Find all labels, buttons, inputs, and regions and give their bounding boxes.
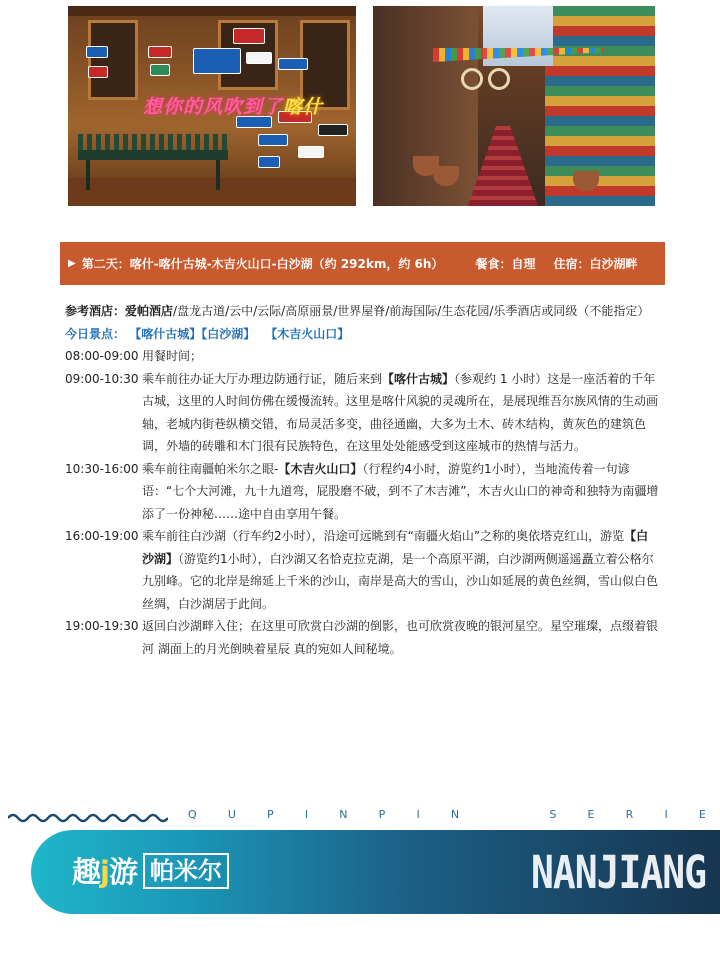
hotel-line bbox=[65, 300, 660, 323]
neon-slogan: 想你的风吹到了喀什 bbox=[143, 96, 324, 118]
green-bench bbox=[78, 134, 228, 194]
sign-board bbox=[88, 66, 108, 78]
itinerary-content bbox=[65, 300, 660, 660]
bench-back bbox=[78, 134, 228, 150]
sign-board bbox=[318, 124, 348, 136]
alley-photo bbox=[373, 6, 655, 206]
schedule-desc: 返回白沙湖畔入住；在这里可欣赏白沙湖的倒影，也可欣赏夜晚的银河星空。星空璀璨，点缀着银河 湖面上的月光倒映着星辰 真的宛如人间秘境。 bbox=[142, 619, 659, 656]
sign-board bbox=[258, 134, 288, 146]
logo-qu: 趣j游 bbox=[72, 855, 137, 889]
sign-board bbox=[298, 146, 324, 158]
day-title: 第二天：喀什-喀什古城-木吉火山口-白沙湖（约 292km，约 6h） bbox=[81, 257, 444, 271]
stay-info: 住宿：白沙湖畔 bbox=[553, 257, 638, 271]
spots-line bbox=[65, 323, 660, 346]
sign-board bbox=[150, 64, 170, 76]
sign-board bbox=[233, 28, 265, 44]
alley-wall-right bbox=[545, 6, 655, 206]
sign-board bbox=[193, 48, 241, 74]
alley-wall-left bbox=[373, 6, 478, 206]
schedule-row bbox=[65, 525, 660, 615]
schedule-row bbox=[65, 368, 660, 458]
schedule-time: 10:30-16:00 bbox=[65, 461, 139, 476]
meal-info: 餐食：自理 bbox=[475, 257, 536, 271]
wood-beam bbox=[68, 6, 356, 16]
hotel-label: 参考酒店： bbox=[65, 304, 126, 318]
sign-board bbox=[258, 156, 280, 168]
schedule-time: 09:00-10:30 bbox=[65, 371, 139, 386]
schedule-desc: 用餐时间； bbox=[142, 349, 203, 363]
sign-board bbox=[246, 52, 272, 64]
spot-item: 【白沙湖】 bbox=[201, 326, 256, 341]
day-banner bbox=[60, 242, 665, 285]
red-carpet bbox=[468, 126, 538, 206]
sign-board bbox=[148, 46, 172, 58]
schedule-row bbox=[65, 615, 660, 660]
hotel-highlight: 爱帕酒店 bbox=[125, 304, 174, 318]
spot-item: 【木吉火山口】 bbox=[265, 326, 350, 341]
schedule-time: 16:00-19:00 bbox=[65, 529, 139, 543]
schedule-desc: 乘车前往办证大厅办理边防通行证，随后来到【喀什古城】（参观约 1 小时）这是一座活着的千年古城，这里的人时间仿佛在缓慢流转。这里是喀什风貌的灵魂所在，是展现维吾尔族风情的生动画轴，老城内街巷纵横交错，布局灵活多变，曲径通幽，大多为土木、砖木结构，黄灰色的建筑色调，外墙的砖雕和木门很有民族特色，在这里处处能感受到这座城市的热情与活力。 bbox=[142, 371, 659, 453]
schedule-time: 19:00-19:30 bbox=[65, 619, 139, 633]
wave-decoration bbox=[8, 808, 168, 824]
bench-seat bbox=[78, 150, 228, 160]
sign-board bbox=[278, 58, 308, 70]
spots-label: 今日景点： bbox=[65, 326, 126, 341]
cart-wheel bbox=[488, 68, 510, 90]
schedule-desc: 乘车前往白沙湖（行车约2小时），沿途可远眺到有“南疆火焰山”之称的奥依塔克红山，游览【白沙湖】（游览约1小时），白沙湖又名恰克拉克湖，是一个高原平湖，白沙湖两侧遥遥矗立着公格尔九别峰。它的北岸是绵延上千米的沙山，南岸是高大的雪山，沙山如延展的黄色丝绸，雪山似白色丝绸，白沙湖居于此间。 bbox=[142, 529, 659, 611]
triangle-icon: ▶ bbox=[68, 258, 76, 269]
cart-wheel bbox=[461, 68, 483, 90]
sign-board bbox=[86, 46, 108, 58]
logo-pamir: 帕米尔 bbox=[143, 853, 229, 889]
hotel-rest: /盘龙古道/云中/云际/高原丽景/世界屋脊/前海国际/生态花园/乐季酒店或同级（不能指定） bbox=[173, 304, 650, 318]
bench-leg bbox=[86, 160, 90, 190]
spot-item: 【喀什古城】 bbox=[129, 326, 202, 341]
schedule-row bbox=[65, 458, 660, 526]
kashgar-wall-photo bbox=[68, 6, 356, 206]
wood-window bbox=[88, 20, 138, 100]
series-letters: Q U P I N P I N S E R I E bbox=[188, 808, 708, 821]
schedule-row bbox=[65, 345, 660, 368]
brand-logo bbox=[72, 850, 229, 891]
bench-leg bbox=[216, 160, 220, 190]
schedule-time: 08:00-09:00 bbox=[65, 349, 139, 363]
brand-nanjiang: NANJIANG bbox=[530, 846, 706, 899]
schedule-desc: 乘车前往南疆帕米尔之眼-【木吉火山口】（行程约4小时，游览约1小时），当地流传着一句谚语：“七个大河滩，九十九道弯，屁股磨不破，到不了木吉滩”，木吉火山口的神奇和独特为南疆增添了一份神秘……途中自由享用午餐。 bbox=[142, 461, 659, 521]
